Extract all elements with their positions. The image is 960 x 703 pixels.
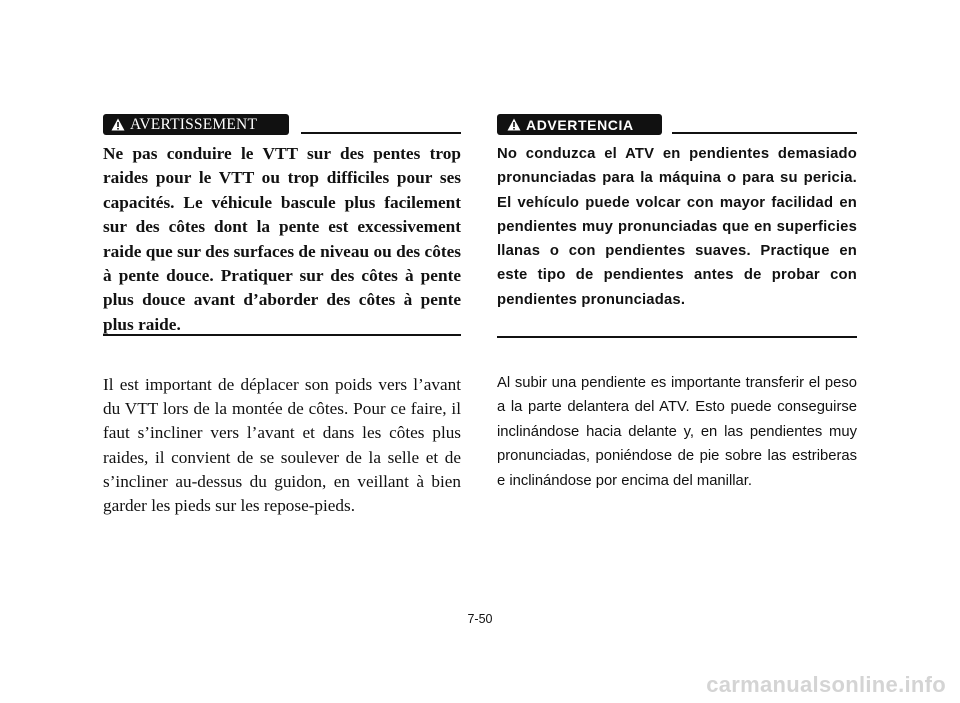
spanish-warning-label: ADVERTENCIA [526,116,634,133]
french-warning-label: AVERTISSEMENT [130,115,258,133]
french-column [103,114,461,516]
page-number: 7-50 [467,612,493,626]
spanish-warning-rule [672,132,857,134]
french-warning-header [103,114,461,138]
warning-triangle-icon [111,118,125,131]
french-warning-badge [103,114,289,135]
warning-triangle-icon [507,118,521,131]
french-body-text: Il est important de déplacer son poids vers l’avant du VTT lors de la montée de côtes. Pour ce faire, il faut s’incliner vers l’avant et dans les côtes plus raides, il convient de se soulever de la selle et de s’incliner au-dessus du guidon, en veillant à bien garder les pieds sur les repose-pieds. [103,375,461,516]
spanish-warning-text: No conduzca el ATV en pendientes demasiado pronunciadas para la máquina o para su pericia. El vehículo puede volcar con mayor facilidad en pendientes muy pronunciadas que en superficies llanas o con pendientes suaves. Practique en este tipo de pendientes antes de probar con pendientes pronunciadas. [497,142,857,338]
spanish-warning-badge [497,114,662,135]
spanish-column [497,114,857,489]
watermark: carmanualsonline.info [706,672,946,697]
french-warning-text: Ne pas conduire le VTT sur des pentes trop raides pour le VTT ou trop difficiles pour ses capacités. Le véhicule bascule plus facilement sur des côtes dont la pente est excessivement raide que sur des surfaces de niveau ou des côtes à pente douce. Pratiquer sur des côtes à pente plus douce avant d’aborder des côtes à pente plus raide. [103,142,461,336]
spanish-warning-header [497,114,857,138]
spanish-body-text: Al subir una pendiente es importante transferir el peso a la parte delantera del ATV. Esto puede conseguirse inclinándose hacia delante y, en las pendientes muy pronunciadas, poniéndose de pie sobre las estriberas e inclinándose por encima del manillar. [497,375,857,489]
french-warning-rule [301,132,461,134]
